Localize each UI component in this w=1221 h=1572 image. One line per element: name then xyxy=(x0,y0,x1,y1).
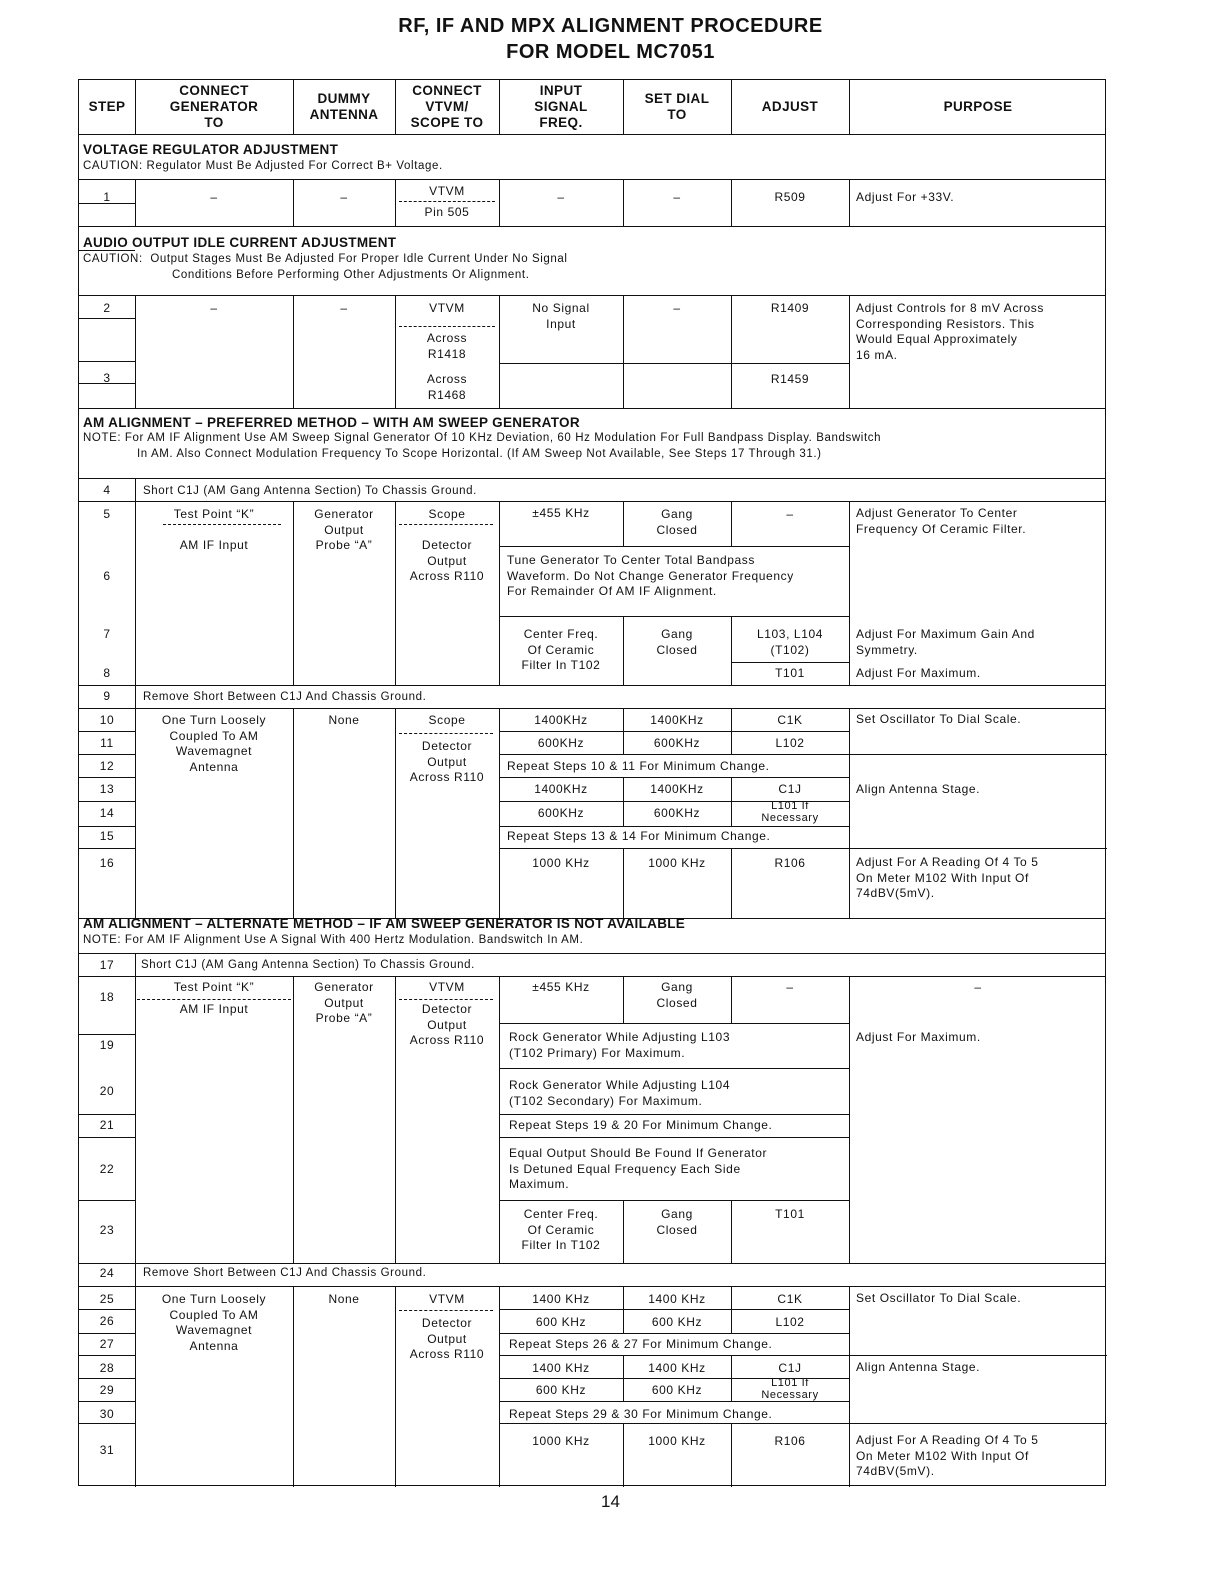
header-connect-vtvm: CONNECT VTVM/ SCOPE TO xyxy=(410,83,484,130)
cell-r1409: R1409 xyxy=(770,301,810,315)
purpose-step-5: Adjust Generator To Center Frequency Of Ceramic Filter. xyxy=(856,506,1027,536)
purpose-step-19: Adjust For Maximum. xyxy=(856,1030,981,1044)
cell-1000khz: 1000 KHz xyxy=(648,1434,706,1448)
header-adjust: ADJUST xyxy=(761,99,819,114)
cell-1000khz: 1000 KHz xyxy=(648,856,706,870)
cell-dash: – xyxy=(340,301,348,315)
step-6-instruction: Tune Generator To Center Total Bandpass Waveform. Do Not Change Generator Frequency For Remainder Of AM IF Alignment. xyxy=(507,553,794,598)
cell-gang-closed: Gang Closed xyxy=(656,1207,698,1237)
step-number: 31 xyxy=(99,1443,115,1457)
step-number: 29 xyxy=(99,1383,115,1397)
cell-none: None xyxy=(328,713,360,727)
cell-gang-closed: Gang Closed xyxy=(656,507,698,537)
cell-c1k: C1K xyxy=(777,1292,803,1306)
cell-600khz: 600KHz xyxy=(537,736,585,750)
step-number: 20 xyxy=(99,1084,115,1098)
cell-pin505: Pin 505 xyxy=(424,205,470,219)
cell-detector-output: Detector Output Across R110 xyxy=(409,538,485,583)
cell-scope: Scope xyxy=(428,507,466,521)
cell-scope: Scope xyxy=(428,713,466,727)
cell-test-point-k: Test Point “K” xyxy=(173,980,255,994)
step-22-instruction: Equal Output Should Be Found If Generator Is Detuned Equal Frequency Each Side Maximum. xyxy=(509,1146,768,1191)
header-dummy-antenna: DUMMY ANTENNA xyxy=(309,91,379,122)
cell-across-r1468: Across R1468 xyxy=(426,372,468,402)
page-number: 14 xyxy=(601,1492,620,1511)
cell-vtvm: VTVM xyxy=(429,301,465,315)
header-set-dial: SET DIAL TO xyxy=(644,91,710,122)
step-number: 13 xyxy=(99,782,115,796)
purpose-step-8: Adjust For Maximum. xyxy=(856,666,981,680)
purpose-step-2: Adjust Controls for 8 mV Across Corresponding Resistors. This Would Equal Approximately 16 mA. xyxy=(856,301,1044,362)
cell-c1j: C1J xyxy=(778,1361,802,1375)
cell-1400khz: 1400KHz xyxy=(650,713,704,727)
cell-none: None xyxy=(328,1292,360,1306)
step-number: 2 xyxy=(103,301,111,315)
alignment-table xyxy=(78,79,1106,1486)
cell-1400khz: 1400KHz xyxy=(534,713,588,727)
cell-vtvm: VTVM xyxy=(429,184,465,198)
cell-test-point-k: Test Point “K” xyxy=(173,507,255,521)
header-purpose: PURPOSE xyxy=(943,99,1013,114)
step-number: 30 xyxy=(99,1407,115,1421)
step-30-instruction: Repeat Steps 29 & 30 For Minimum Change. xyxy=(509,1407,773,1421)
cell-l101-if-necessary: L101 If Necessary xyxy=(761,800,819,824)
cell-detector-output: Detector Output Across R110 xyxy=(409,739,485,784)
cell-600khz: 600 KHz xyxy=(535,1315,587,1329)
step-number: 14 xyxy=(99,806,115,820)
step-19-instruction: Rock Generator While Adjusting L103 (T102 Primary) For Maximum. xyxy=(509,1030,731,1060)
step-number: 17 xyxy=(99,958,115,972)
step-number: 15 xyxy=(99,829,115,843)
page-subtitle: FOR MODEL MC7051 xyxy=(506,41,715,63)
cell-1400khz: 1400 KHz xyxy=(532,1292,590,1306)
cell-generator-output: Generator Output Probe “A” xyxy=(314,507,374,552)
cell-c1k: C1K xyxy=(777,713,803,727)
section-note-audio: CAUTION: Output Stages Must Be Adjusted For Proper Idle Current Under No Signal xyxy=(83,253,568,265)
cell-1400khz: 1400 KHz xyxy=(532,1361,590,1375)
header-connect-generator: CONNECT GENERATOR TO xyxy=(169,83,259,130)
step-15-instruction: Repeat Steps 13 & 14 For Minimum Change. xyxy=(507,829,771,843)
cell-dash: – xyxy=(786,980,794,994)
cell-dash: – xyxy=(340,190,348,204)
cell-detector-output: Detector Output Across R110 xyxy=(409,1316,485,1361)
section-note-voltage: CAUTION: Regulator Must Be Adjusted For Correct B+ Voltage. xyxy=(83,160,443,172)
cell-600khz: 600KHz xyxy=(537,806,585,820)
section-note-audio-cont: Conditions Before Performing Other Adjustments Or Alignment. xyxy=(172,269,530,281)
cell-generator-output: Generator Output Probe “A” xyxy=(314,980,374,1025)
cell-1000khz: 1000 KHz xyxy=(532,856,590,870)
section-note-am-preferred: NOTE: For AM IF Alignment Use AM Sweep Signal Generator Of 10 KHz Deviation, 60 Hz Modulation For Full Bandpass Display. Bandswitch xyxy=(83,432,882,444)
purpose-step-31: Adjust For A Reading Of 4 To 5 On Meter M102 With Input Of 74dBV(5mV). xyxy=(856,1433,1039,1478)
step-27-instruction: Repeat Steps 26 & 27 For Minimum Change. xyxy=(509,1337,773,1351)
cell-dash: – xyxy=(210,190,218,204)
purpose-step-13: Align Antenna Stage. xyxy=(856,782,981,796)
cell-gang-closed: Gang Closed xyxy=(656,627,698,657)
cell-600khz: 600 KHz xyxy=(651,1315,703,1329)
purpose-step-10: Set Oscillator To Dial Scale. xyxy=(856,712,1022,726)
section-title-am-preferred: AM ALIGNMENT – PREFERRED METHOD – WITH AM SWEEP GENERATOR xyxy=(83,415,580,430)
cell-dash: – xyxy=(786,507,794,521)
cell-l101-if-necessary: L101 If Necessary xyxy=(761,1377,819,1401)
step-number: 23 xyxy=(99,1223,115,1237)
cell-1400khz: 1400KHz xyxy=(650,782,704,796)
step-number: 7 xyxy=(103,627,111,641)
cell-center-freq: Center Freq. Of Ceramic Filter In T102 xyxy=(521,627,601,672)
step-number: 18 xyxy=(99,990,115,1004)
step-20-instruction: Rock Generator While Adjusting L104 (T102 Secondary) For Maximum. xyxy=(509,1078,731,1108)
step-number: 5 xyxy=(103,507,111,521)
header-input-signal: INPUT SIGNAL FREQ. xyxy=(534,83,588,130)
cell-dash: – xyxy=(210,301,218,315)
cell-one-turn-loosely: One Turn Loosely Coupled To AM Wavemagnet Antenna xyxy=(161,1292,267,1353)
step-9-instruction: Remove Short Between C1J And Chassis Ground. xyxy=(143,691,427,703)
step-number: 22 xyxy=(99,1162,115,1176)
step-number: 24 xyxy=(99,1266,115,1280)
step-number: 10 xyxy=(99,713,115,727)
purpose-step-28: Align Antenna Stage. xyxy=(856,1360,981,1374)
cell-600khz: 600KHz xyxy=(653,736,701,750)
cell-am-if-input: AM IF Input xyxy=(179,538,249,552)
section-note-am-alternate: NOTE: For AM IF Alignment Use A Signal With 400 Hertz Modulation. Bandswitch In AM. xyxy=(83,934,584,946)
cell-r106: R106 xyxy=(774,1434,806,1448)
purpose-step-16: Adjust For A Reading Of 4 To 5 On Meter M102 With Input Of 74dBV(5mV). xyxy=(856,855,1039,900)
step-number: 3 xyxy=(103,371,111,385)
section-title-audio: AUDIO OUTPUT IDLE CURRENT ADJUSTMENT xyxy=(83,235,397,250)
cell-across-r1418: Across R1418 xyxy=(426,331,468,361)
cell-detector-output: Detector Output Across R110 xyxy=(409,1002,485,1047)
step-number: 9 xyxy=(103,689,111,703)
cell-dash: – xyxy=(974,980,982,994)
cell-600khz: 600KHz xyxy=(653,806,701,820)
cell-1000khz: 1000 KHz xyxy=(532,1434,590,1448)
step-number: 27 xyxy=(99,1337,115,1351)
step-number: 21 xyxy=(99,1118,115,1132)
cell-vtvm: VTVM xyxy=(429,1292,465,1306)
cell-455khz: ±455 KHz xyxy=(532,980,590,994)
cell-vtvm: VTVM xyxy=(429,980,465,994)
step-number: 28 xyxy=(99,1361,115,1375)
section-note-am-preferred-cont: In AM. Also Connect Modulation Frequency To Scope Horizontal. (If AM Sweep Not Available, See Steps 17 Through 31.) xyxy=(137,448,822,460)
cell-600khz: 600 KHz xyxy=(535,1383,587,1397)
cell-1400khz: 1400 KHz xyxy=(648,1292,706,1306)
step-17-instruction: Short C1J (AM Gang Antenna Section) To Chassis Ground. xyxy=(141,959,475,971)
cell-455khz: ±455 KHz xyxy=(532,506,590,520)
cell-600khz: 600 KHz xyxy=(651,1383,703,1397)
step-4-instruction: Short C1J (AM Gang Antenna Section) To Chassis Ground. xyxy=(143,485,477,497)
step-24-instruction: Remove Short Between C1J And Chassis Ground. xyxy=(143,1267,427,1279)
step-number: 4 xyxy=(103,483,111,497)
step-number: 6 xyxy=(103,569,111,583)
cell-l103-l104: L103, L104 (T102) xyxy=(756,627,824,657)
cell-r509: R509 xyxy=(774,190,806,204)
header-step: STEP xyxy=(88,99,126,114)
cell-dash: – xyxy=(557,190,565,204)
purpose-step-25: Set Oscillator To Dial Scale. xyxy=(856,1291,1022,1305)
page-title: RF, IF AND MPX ALIGNMENT PROCEDURE xyxy=(398,15,823,37)
step-number: 12 xyxy=(99,759,115,773)
cell-gang-closed: Gang Closed xyxy=(656,980,698,1010)
step-number: 1 xyxy=(103,190,111,204)
cell-r106: R106 xyxy=(774,856,806,870)
cell-dash: – xyxy=(673,301,681,315)
cell-t101: T101 xyxy=(775,666,805,680)
cell-one-turn-loosely: One Turn Loosely Coupled To AM Wavemagnet Antenna xyxy=(161,713,267,774)
cell-l102: L102 xyxy=(775,736,805,750)
cell-t101: T101 xyxy=(775,1207,805,1221)
purpose-step-7: Adjust For Maximum Gain And Symmetry. xyxy=(856,627,1035,657)
cell-center-freq: Center Freq. Of Ceramic Filter In T102 xyxy=(521,1207,601,1252)
step-number: 11 xyxy=(100,736,114,750)
step-number: 26 xyxy=(99,1314,115,1328)
step-number: 19 xyxy=(99,1038,115,1052)
cell-no-signal: No Signal Input xyxy=(532,301,590,331)
step-21-instruction: Repeat Steps 19 & 20 For Minimum Change. xyxy=(509,1118,773,1132)
cell-c1j: C1J xyxy=(778,782,802,796)
cell-dash: – xyxy=(673,190,681,204)
cell-1400khz: 1400KHz xyxy=(534,782,588,796)
cell-r1459: R1459 xyxy=(770,372,810,386)
section-title-voltage: VOLTAGE REGULATOR ADJUSTMENT xyxy=(83,142,339,157)
cell-l102: L102 xyxy=(775,1315,805,1329)
cell-am-if-input: AM IF Input xyxy=(179,1002,249,1016)
step-12-instruction: Repeat Steps 10 & 11 For Minimum Change. xyxy=(507,759,770,773)
purpose-step-1: Adjust For +33V. xyxy=(856,190,955,204)
section-title-am-alternate: AM ALIGNMENT – ALTERNATE METHOD – IF AM SWEEP GENERATOR IS NOT AVAILABLE xyxy=(83,916,686,931)
cell-1400khz: 1400 KHz xyxy=(648,1361,706,1375)
step-number: 8 xyxy=(103,666,111,680)
step-number: 25 xyxy=(99,1292,115,1306)
step-number: 16 xyxy=(99,856,115,870)
